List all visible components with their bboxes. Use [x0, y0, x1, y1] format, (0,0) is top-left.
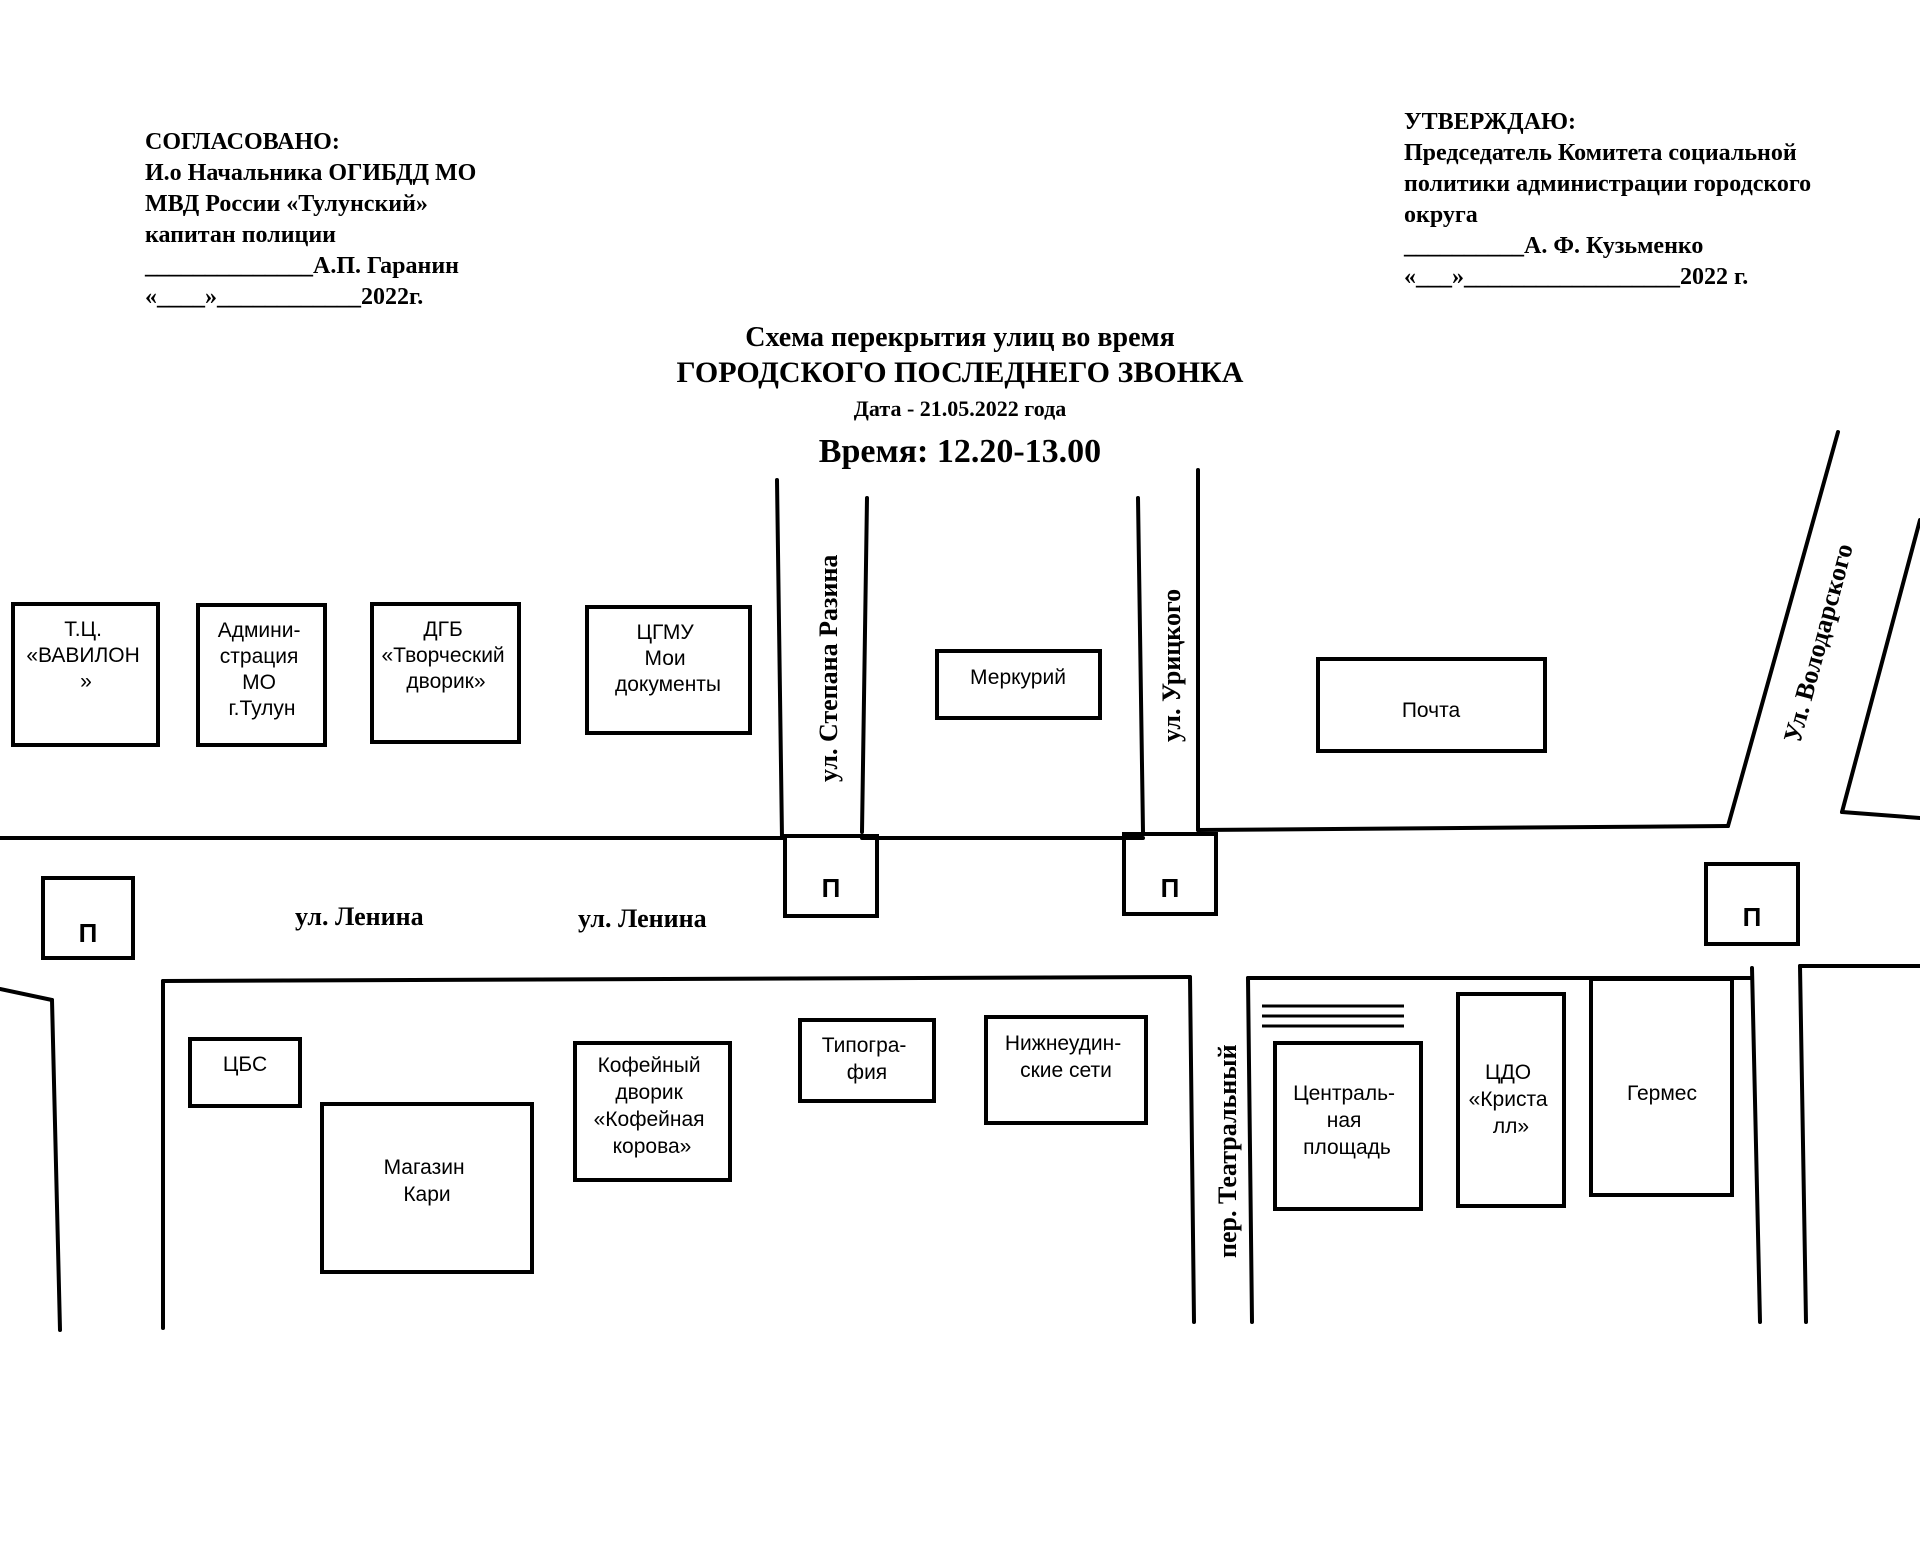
- building-label-line: ДГБ: [423, 618, 463, 641]
- building-label: [615, 621, 721, 696]
- title-date: Дата - 21.05.2022 года: [853, 396, 1067, 421]
- building-label-line: ЦДО: [1485, 1061, 1532, 1084]
- post-label: П: [1742, 902, 1762, 932]
- building-label-line: лл»: [1492, 1115, 1530, 1138]
- building-tipografiya: [800, 1020, 934, 1101]
- building-label-line: «Криста: [1468, 1088, 1548, 1111]
- building-label-line: «ВАВИЛОН: [26, 644, 140, 667]
- building-label: [26, 618, 145, 693]
- post-label: П: [78, 918, 98, 948]
- teatralny-east-curb: [1248, 978, 1252, 1322]
- post-label: П: [1160, 873, 1180, 903]
- building-label: [1469, 1061, 1554, 1138]
- street-label-stepana-razina: ул. Степана Разина: [814, 554, 843, 782]
- building-label-line: ная: [1326, 1109, 1362, 1132]
- lenina-north-curb: [1198, 826, 1728, 830]
- stepana-razina-east-curb: [862, 498, 867, 832]
- building-label-line: Кари: [403, 1183, 451, 1206]
- building-label: [970, 666, 1066, 689]
- building-label-line: ские сети: [1020, 1059, 1112, 1082]
- building-label-line: Админи-: [217, 619, 301, 642]
- building-pochta: [1318, 659, 1545, 751]
- post-uritskogo: [1124, 834, 1216, 914]
- approval-right-line: округа: [1404, 202, 1478, 228]
- approval-left-signature-line: ______________А.П. Гаранин: [145, 253, 459, 279]
- building-label-line: Т.Ц.: [64, 618, 102, 641]
- title-line-1: Схема перекрытия улиц во время: [745, 322, 1175, 353]
- building-kari: [322, 1104, 532, 1272]
- building-cgmu: [587, 607, 750, 733]
- approval-left-line: капитан полиции: [145, 222, 337, 248]
- uritskogo-west-curb: [1138, 498, 1143, 832]
- left-side-street-curb: [0, 989, 52, 1000]
- building-label: [822, 1034, 913, 1084]
- building-label: [1627, 1082, 1697, 1105]
- building-cbs: [190, 1039, 300, 1106]
- building-dgb: [372, 604, 519, 742]
- title-line-2: ГОРОДСКОГО ПОСЛЕДНЕГО ЗВОНКА: [676, 356, 1244, 389]
- building-label: [381, 618, 510, 693]
- stepana-razina-west-curb: [777, 480, 782, 838]
- teatralny-west-curb: [1190, 977, 1194, 1322]
- street-label-uritskogo: ул. Урицкого: [1157, 588, 1186, 742]
- building-label: [594, 1054, 711, 1158]
- building-label-line: документы: [614, 673, 722, 696]
- building-label: [384, 1156, 471, 1206]
- building-cdo-kristall: [1458, 994, 1564, 1206]
- street-label-lenina: ул. Ленина: [295, 902, 424, 931]
- building-label-line: корова»: [612, 1135, 692, 1158]
- building-germes: [1591, 979, 1732, 1195]
- right-side-street-curb: [1752, 968, 1760, 1322]
- left-side-street-curb: [52, 1000, 60, 1330]
- building-label: [223, 1053, 267, 1076]
- building-label-line: Мои: [644, 647, 686, 670]
- building-label-line: ЦБС: [222, 1053, 268, 1076]
- approval-left-line: МВД России «Тулунский»: [145, 191, 428, 217]
- lenina-south-curb: [163, 977, 1190, 981]
- building-label: [1293, 1082, 1401, 1159]
- post-volodarskogo: [1706, 864, 1798, 944]
- building-label-line: Кофейный: [597, 1054, 701, 1077]
- square-marking: [1262, 1006, 1404, 1026]
- building-label-line: Гермес: [1627, 1082, 1697, 1105]
- building-label-line: дворик»: [406, 670, 486, 693]
- street-label-volodarskogo: Ул. Володарского: [1777, 540, 1859, 746]
- volodarskogo-east-curb: [1842, 812, 1920, 818]
- approval-right-line: Председатель Комитета социальной: [1404, 140, 1797, 166]
- building-label-line: Нижнеудин-: [1004, 1032, 1122, 1055]
- building-label: [1005, 1032, 1127, 1082]
- building-label-line: страция: [219, 645, 299, 668]
- approval-right-date-line: «___»__________________2022 г.: [1404, 264, 1749, 290]
- post-lenina-west: [43, 878, 133, 958]
- approval-right-heading: УТВЕРЖДАЮ:: [1404, 109, 1577, 135]
- post-stepana-razina: [785, 836, 877, 916]
- approval-left-heading: СОГЛАСОВАНО:: [145, 129, 340, 155]
- building-centralnaya-ploshchad: [1275, 1043, 1421, 1209]
- building-label-line: »: [80, 670, 92, 693]
- building-label-line: фия: [846, 1061, 888, 1084]
- building-label-line: Почта: [1401, 699, 1461, 722]
- right-side-street-curb: [1800, 966, 1806, 1322]
- building-administration: [198, 605, 325, 745]
- building-label-line: Меркурий: [970, 666, 1066, 689]
- post-label: П: [821, 873, 841, 903]
- building-label-line: ЦГМУ: [636, 621, 694, 644]
- building-nizhneudinskie-seti: [986, 1017, 1146, 1123]
- building-label-line: г.Тулун: [228, 697, 296, 720]
- approval-left-line: И.о Начальника ОГИБДД МО: [145, 160, 477, 186]
- building-label: [218, 619, 307, 720]
- building-label-line: Магазин: [383, 1156, 465, 1179]
- building-label-line: Типогра-: [821, 1034, 907, 1057]
- building-label: [1402, 699, 1461, 722]
- building-label-line: «Кофейная: [593, 1108, 705, 1131]
- approval-right-line: политики администрации городского: [1404, 171, 1812, 197]
- street-label-lenina: ул. Ленина: [578, 904, 707, 933]
- building-label-line: дворик: [615, 1081, 683, 1104]
- building-label-line: Централь-: [1293, 1082, 1396, 1105]
- approval-right-signature-line: __________А. Ф. Кузьменко: [1404, 233, 1704, 259]
- building-label-line: МО: [242, 671, 276, 694]
- building-label-line: «Творческий: [381, 644, 505, 667]
- building-merkuriy: [937, 651, 1100, 718]
- title-time: Время: 12.20-13.00: [818, 433, 1102, 470]
- building-kofeyny-dvorik: [575, 1043, 730, 1180]
- approval-left-date-line: «____»____________2022г.: [145, 284, 424, 310]
- street-label-teatralny: пер. Театральный: [1213, 1044, 1242, 1258]
- building-vavilon: [13, 604, 158, 745]
- building-label-line: площадь: [1303, 1136, 1391, 1159]
